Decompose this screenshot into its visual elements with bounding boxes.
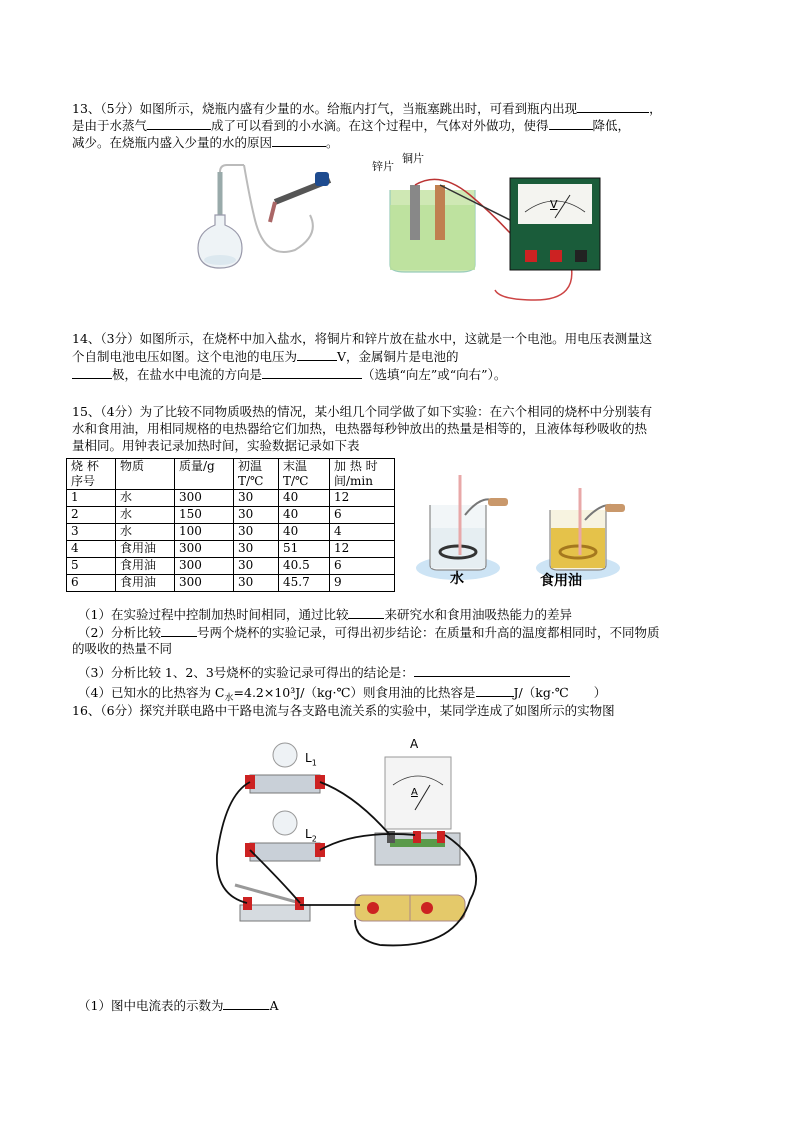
table-cell: 150 <box>175 507 234 524</box>
table-cell: 40.5 <box>279 558 330 575</box>
lamp-l2-sub: 2 <box>311 834 317 844</box>
voltmeter-letter: V <box>550 198 558 211</box>
table-row <box>67 507 395 524</box>
table-cell: 30 <box>234 575 279 592</box>
beakers-drawing <box>410 470 640 595</box>
q14-line-1 <box>72 331 652 347</box>
table-cell: 300 <box>175 541 234 558</box>
table-cell: 2 <box>67 507 116 524</box>
q13-text: 。 <box>326 135 339 150</box>
q16-text: 16、（6分）探究并联电路中干路电流与各支路电流关系的实验中，某同学连成了如图所示的实物图 <box>72 703 615 718</box>
answer-blank[interactable] <box>262 366 362 379</box>
circuit-figure <box>205 735 495 950</box>
q13-text: 是由于水蒸气 <box>72 118 148 133</box>
q15-text: 的吸收的热量不同 <box>72 641 173 656</box>
q15-sub-1 <box>78 606 572 623</box>
table-cell: 6 <box>330 558 395 575</box>
table-row <box>67 524 395 541</box>
q13-text: 13、（5分）如图所示，烧瓶内盛有少量的水。给瓶内打气，当瓶塞跳出时，可看到瓶内出现 <box>72 101 578 116</box>
q16-title <box>72 703 615 719</box>
q14-text: （选填“向左”或“向右”）。 <box>362 367 507 382</box>
table-cell: 5 <box>67 558 116 575</box>
answer-blank[interactable] <box>147 117 211 130</box>
q13-text: 减少。在烧瓶内盛入少量的水的原因 <box>72 135 273 150</box>
table-cell: 4 <box>67 541 116 558</box>
answer-blank[interactable] <box>348 606 384 619</box>
q14-line-2 <box>72 348 459 365</box>
table-cell: 水 <box>116 524 175 541</box>
zinc-plate-label: 锌片 <box>372 160 394 173</box>
answer-blank[interactable] <box>161 624 197 637</box>
ammeter-label: A <box>410 737 419 751</box>
q15-line-3 <box>72 438 360 454</box>
table-cell: 30 <box>234 524 279 541</box>
answer-blank[interactable] <box>577 100 649 113</box>
answer-blank[interactable] <box>223 997 269 1010</box>
table-row <box>67 541 395 558</box>
q15-text: （3）分析比较 1、2、3号烧杯的实验记录可得出的结论是： <box>78 665 414 680</box>
flask-pump-figure <box>180 160 340 275</box>
table-header-cell: 质量/g <box>175 459 234 490</box>
copper-plate-label: 铜片 <box>402 152 424 165</box>
table-cell: 300 <box>175 558 234 575</box>
q15-line-1 <box>72 404 652 420</box>
oil-beaker-label: 食用油 <box>540 573 582 589</box>
answer-blank[interactable] <box>72 366 112 379</box>
q13-line-1 <box>72 100 662 117</box>
answer-blank[interactable] <box>476 684 514 697</box>
q14-line-3 <box>72 366 506 383</box>
lamp-l1-letter: L <box>305 751 312 765</box>
lamp-l2-letter: L <box>305 827 312 841</box>
table-cell: 12 <box>330 541 395 558</box>
q15-text: （4）已知水的比热容为 C <box>78 685 225 700</box>
lamp-l1-sub: 1 <box>311 758 317 768</box>
q14-text: 极，在盐水中电流的方向是 <box>112 367 263 382</box>
table-cell: 40 <box>279 524 330 541</box>
q15-text: 号两个烧杯的实验记录，可得出初步结论：在质量和升高的温度都相同时，不同物质 <box>196 625 660 640</box>
table-row <box>67 558 395 575</box>
table-cell: 6 <box>67 575 116 592</box>
table-cell: 1 <box>67 490 116 507</box>
table-header-cell: 初温 T/℃ <box>234 459 279 490</box>
q16-text: A <box>269 998 279 1013</box>
table-cell: 30 <box>234 541 279 558</box>
table-cell: 300 <box>175 575 234 592</box>
answer-blank[interactable] <box>549 117 593 130</box>
q16-sub-1 <box>78 997 279 1014</box>
lamp-l1-label <box>305 751 317 767</box>
table-cell: 40 <box>279 507 330 524</box>
table-cell: 300 <box>175 490 234 507</box>
answer-blank[interactable] <box>297 348 337 361</box>
lamp-l2-label <box>305 827 317 843</box>
table-row <box>67 490 395 507</box>
answer-blank[interactable] <box>272 134 326 147</box>
q14-text: V，金属铜片是电池的 <box>337 349 459 364</box>
table-cell: 食用油 <box>116 541 175 558</box>
q15-text: 量相同。用钟表记录加热时间，实验数据记录如下表 <box>72 438 360 453</box>
table-cell: 水 <box>116 507 175 524</box>
q15-sub-2 <box>78 624 659 641</box>
table-row <box>67 575 395 592</box>
water-beaker-label: 水 <box>450 571 464 587</box>
q15-text: 来研究水和食用油吸热能力的差异 <box>384 607 572 622</box>
q13-line-2 <box>72 117 630 134</box>
table-cell: 6 <box>330 507 395 524</box>
battery-voltmeter-figure <box>360 150 620 310</box>
battery-voltmeter-drawing <box>360 150 620 310</box>
q15-line-2 <box>72 421 647 437</box>
q13-text: 降低， <box>592 118 631 133</box>
q15-text: 15、（4分）为了比较不同物质吸热的情况，某小组几个同学做了如下实验：在六个相同的烧杯中分别装有 <box>72 404 653 419</box>
q15-sub-3 <box>78 664 570 681</box>
table-header-cell: 物质 <box>116 459 175 490</box>
table-header-cell: 末温 T/℃ <box>279 459 330 490</box>
q13-text: ， <box>649 101 662 116</box>
q15-sub-2-cont <box>72 641 172 657</box>
table-cell: 4 <box>330 524 395 541</box>
q13-line-3 <box>72 134 339 151</box>
table-cell: 45.7 <box>279 575 330 592</box>
table-cell: 100 <box>175 524 234 541</box>
q16-text: （1）图中电流表的示数为 <box>78 998 224 1013</box>
q14-text: 个自制电池电压如图。这个电池的电压为 <box>72 349 298 364</box>
beakers-figure <box>410 470 640 595</box>
table-cell: 30 <box>234 507 279 524</box>
q15-text: =4.2×10³J/（kg·℃）则食用油的比热容是 <box>233 685 476 700</box>
circuit-drawing <box>205 735 495 950</box>
table-cell: 3 <box>67 524 116 541</box>
q13-text: 成了可以看到的小水滴。在这个过程中，气体对外做功，使得 <box>211 118 549 133</box>
table-cell: 9 <box>330 575 395 592</box>
table-cell: 水 <box>116 490 175 507</box>
q15-text: 水和食用油，用相同规格的电热器给它们加热，电热器每秒钟放出的热量是相等的，且液体每秒吸收的热 <box>72 421 648 436</box>
table-header-row <box>67 459 395 490</box>
table-cell: 51 <box>279 541 330 558</box>
ammeter-letter: A <box>411 787 418 798</box>
table-header-cell: 加 热 时 间/min <box>330 459 395 490</box>
table-cell: 12 <box>330 490 395 507</box>
table-cell: 40 <box>279 490 330 507</box>
table-header-cell: 烧 杯 序号 <box>67 459 116 490</box>
q15-text: （2）分析比较 <box>78 625 161 640</box>
q15-text: J/（kg·℃ ） <box>513 685 607 700</box>
q15-subscript: 水 <box>224 693 234 704</box>
answer-blank[interactable] <box>414 664 570 677</box>
q14-text: 14、（3分）如图所示，在烧杯中加入盐水，将铜片和锌片放在盐水中，这就是一个电池。用电压表测量这 <box>72 331 653 346</box>
table-cell: 食用油 <box>116 558 175 575</box>
table-cell: 30 <box>234 558 279 575</box>
table-cell: 食用油 <box>116 575 175 592</box>
table-cell: 30 <box>234 490 279 507</box>
experiment-data-table <box>66 458 395 592</box>
q15-text: （1）在实验过程中控制加热时间相同，通过比较 <box>78 607 349 622</box>
